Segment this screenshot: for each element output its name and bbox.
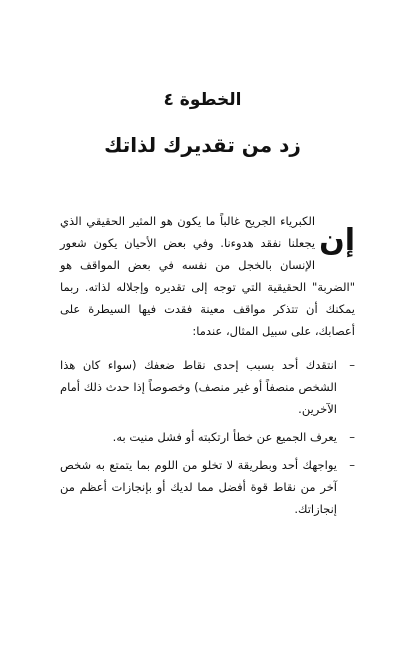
list-item: – انتقدك أحد بسبب إحدى نقاط ضعفك (سواء كان هذا الشخص منصفاً أو غير منصف) وخصوصاً إذا حدث ذلك أمام الآخرين. <box>60 354 355 420</box>
list-item: – يواجهك أحد وبطريقة لا تخلو من اللوم بما يتمتع به شخص آخر من نقاط قوة أفضل مما لديك أو بإنجازات أعظم من إنجازاتك. <box>60 454 355 520</box>
drop-cap: إن <box>319 223 355 258</box>
intro-paragraph: الكبرياء الجريح غالباً ما يكون هو المثير الحقيقي الذي يجعلنا نفقد هدوءنا. وفي بعض الأحيان يكون شعور الإنسان بالخجل من نفسه في بعض المواقف هو "الضربة" الحقيقية التي توجه إلى تقديره وإجلاله لذاته. ربما يمكنك أن تتذكر مواقف معينة فقدت فيها السيطرة على أعصابك، على سبيل المثال، عندما: <box>60 214 355 338</box>
chapter-title: زد من تقديرك لذاتك <box>104 133 301 157</box>
body-text <box>60 210 355 526</box>
step-label: الخطوة ٤ <box>163 90 242 110</box>
bullet-list <box>60 354 355 520</box>
list-item: – يعرف الجميع عن خطأ ارتكبته أو فشل منيت به. <box>60 426 355 448</box>
